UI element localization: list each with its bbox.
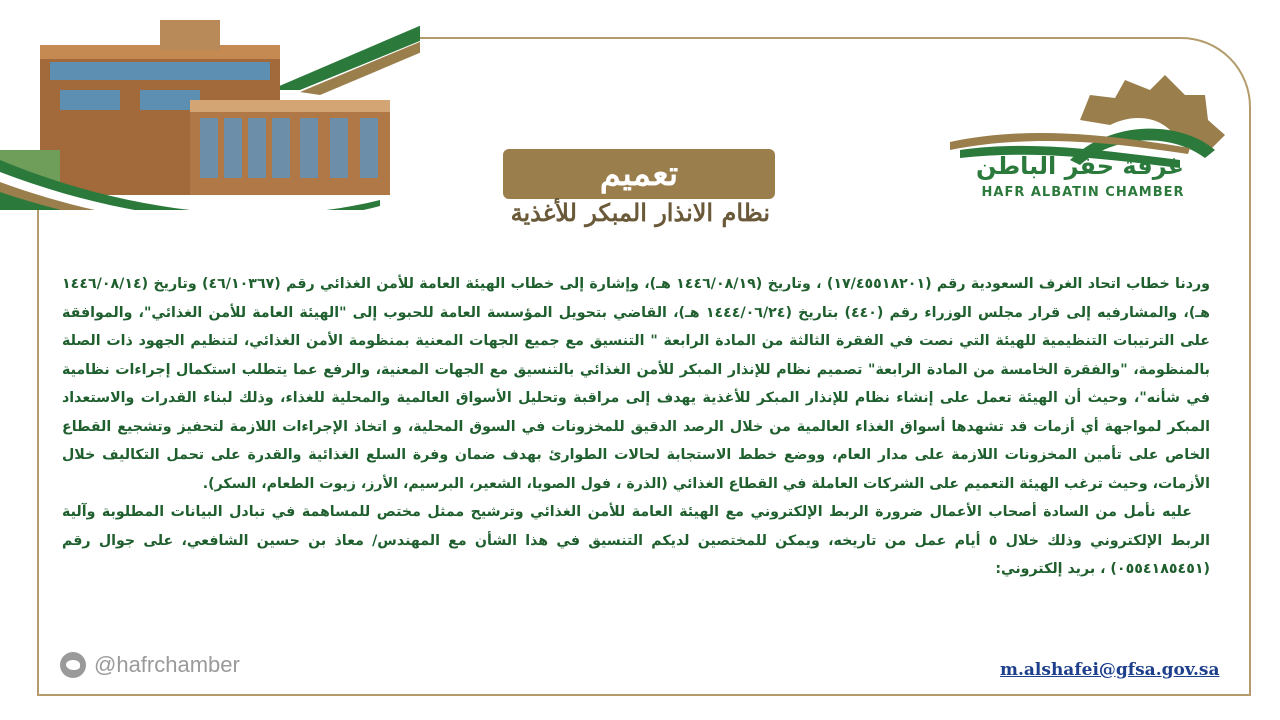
chamber-name-arabic: غرفة حفر الباطن: [975, 152, 1185, 180]
page-subtitle: نظام الانذار المبكر للأغذية: [510, 198, 770, 227]
social-handle-block: [60, 651, 240, 679]
chamber-name-english: HAFR ALBATIN CHAMBER: [981, 185, 1185, 200]
circular-body: [62, 270, 1210, 650]
contact-email-link[interactable]: m.alshafei@gfsa.gov.sa: [1000, 660, 1220, 680]
page-title: تعميم: [503, 149, 775, 199]
body-paragraph-2: عليه نأمل من السادة أصحاب الأعمال ضرورة الربط الإلكتروني مع الهيئة العامة للأمن الغذائي وترشيح ممثل مختص للمساهمة في تبادل البيانات المطلوبة وآلية الربط الإلكتروني وذلك خلال ٥ أيام عمل من تاريخه، ويمكن للمختصين لديكم التنسيق في هذا الشأن مع المهندس/ معاذ بن حسين الشافعي، على جوال رقم (٠٥٥٤١٨٥٤٥١) ، بريد إلكتروني:: [62, 504, 1210, 577]
twitter-icon: [60, 652, 86, 678]
social-handle: @hafrchamber: [94, 652, 240, 677]
body-paragraph-1: وردنا خطاب اتحاد الغرف السعودية رقم (١٧/٤٥٥١٨٢٠١) ، وتاريخ (١٤٤٦/٠٨/١٩ هـ)، وإشارة إلى خطاب الهيئة العامة للأمن الغذائي رقم (٤٦/١٠٣٦٧) وتاريخ (١٤٤٦/٠٨/١٤ هـ)، والمشارفيه إلى قرار مجلس الوزراء رقم (٤٤٠) بتاريخ (١٤٤٤/٠٦/٢٤ هـ)، القاضي بتحويل المؤسسة العامة للحبوب إلى "الهيئة العامة للأمن الغذائي"، والموافقة على الترتيبات التنظيمية للهيئة التي نصت في الفقرة الثالثة من المادة الرابعة " التنسيق مع جميع الجهات المعنية بمنظومة الأمن الغذائي، لتنظيم الجهود ذات الصلة بالمنظومة، "والفقرة الخامسة من المادة الرابعة" تصميم نظام للإنذار المبكر للأمن الغذائي بالتنسيق مع الجهات المعنية، والرفع عما يتطلب استكمال إجراءات نظامية في شأنه"، وحيث أن الهيئة تعمل على إنشاء نظام للإنذار المبكر للأغذية يهدف إلى مراقبة وتحليل الأسواق العالمية والمحلية للغذاء، وذلك لبناء القدرات والاستعداد المبكر لمواجهة أي أزمات قد تشهدها أسواق الغذاء العالمية من خلال الرصد الدقيق للمخزونات في السوق المحلية، و اتخاذ الإجراءات اللازمة لتحفيز وتشجيع القطاع الخاص على تأمين المخزونات اللازمة على مدار العام، ووضع خطط الاستجابة لحالات الطوارئ بهدف ضمان وفرة السلع الغذائية والقدرة على تحمل التكاليف خلال الأزمات، وحيث ترغب الهيئة التعميم على الشركات العاملة في القطاع الغذائي (الذرة ، فول الصويا، الشعير، البرسيم، الأرز، زيوت الطعام، السكر).: [62, 276, 1210, 492]
building-photo: [0, 0, 420, 210]
